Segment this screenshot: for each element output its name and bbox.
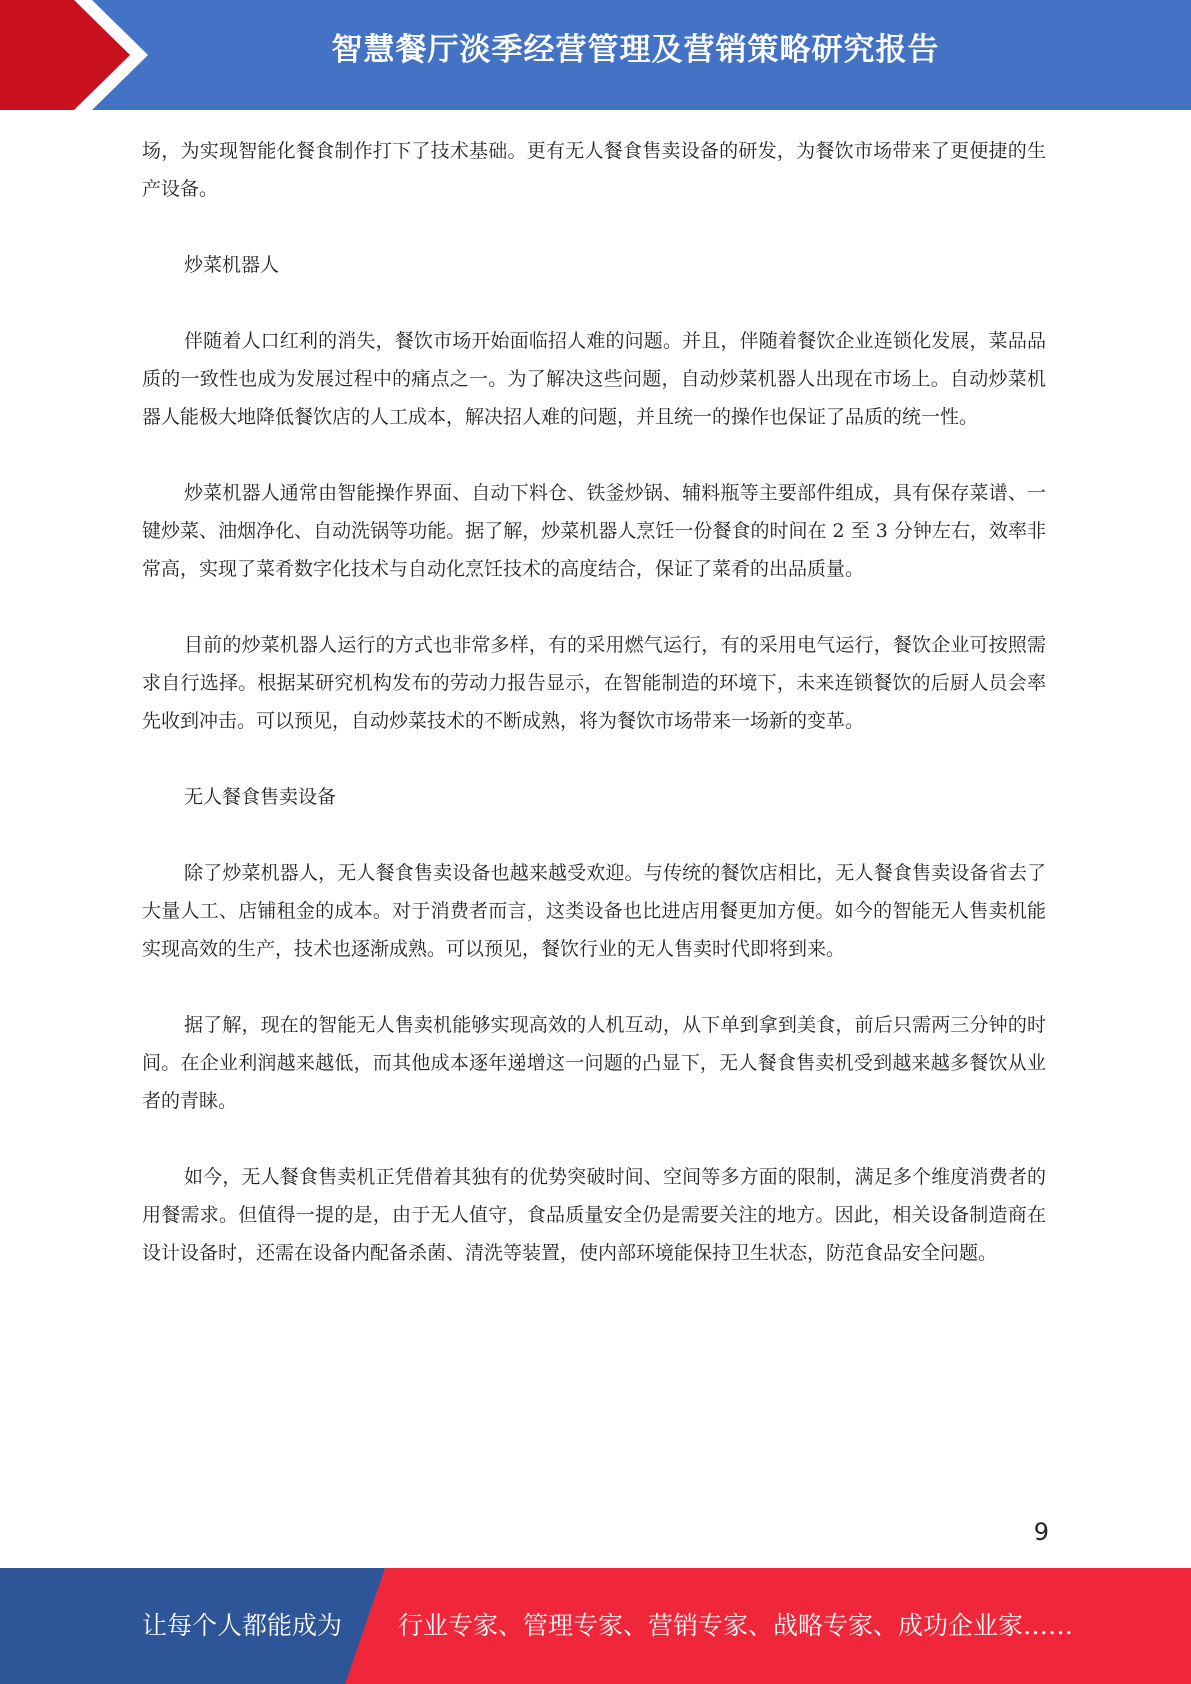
report-title: 智慧餐厅淡季经营管理及营销策略研究报告 xyxy=(331,32,940,68)
section-heading-vending-equipment: 无人餐食售卖设备 xyxy=(184,786,337,808)
paragraph: 除了炒菜机器人，无人餐食售卖设备也越来越受欢迎。与传统的餐饮店相比，无人餐食售卖设备省去了大量人工、店铺租金的成本。对于消费者而言，这类设备也比进店用餐更加方便。如今的智能无人售卖机能实现高效的生产，技术也逐渐成熟。可以预见，餐饮行业的无人售卖时代即将到来。 xyxy=(142,862,1046,960)
footer-roles: 行业专家、管理专家、营销专家、战略专家、成功企业家…… xyxy=(398,1611,1074,1640)
header-chevron-accent xyxy=(0,0,160,110)
paragraph: 如今，无人餐食售卖机正凭借着其独有的优势突破时间、空间等多方面的限制，满足多个维度消费者的用餐需求。但值得一提的是，由于无人值守，食品质量安全仍是需要关注的地方。因此，相关设备制造商在设计设备时，还需在设备内配备杀菌、清洗等装置，使内部环境能保持卫生状态，防范食品安全问题。 xyxy=(142,1166,1046,1264)
paragraph: 目前的炒菜机器人运行的方式也非常多样，有的采用燃气运行，有的采用电气运行，餐饮企业可按照需求自行选择。根据某研究机构发布的劳动力报告显示，在智能制造的环境下，未来连锁餐饮的后厨人员会率先收到冲击。可以预见，自动炒菜技术的不断成熟，将为餐饮市场带来一场新的变革。 xyxy=(142,634,1046,732)
paragraph-continuation: 场，为实现智能化餐食制作打下了技术基础。更有无人餐食售卖设备的研发，为餐饮市场带来了更便捷的生产设备。 xyxy=(142,140,1046,200)
body-content xyxy=(142,132,1046,1310)
page-number: 9 xyxy=(1033,1518,1049,1546)
paragraph: 据了解，现在的智能无人售卖机能够实现高效的人机互动，从下单到拿到美食，前后只需两三分钟的时间。在企业利润越来越低，而其他成本逐年递增这一问题的凸显下，无人餐食售卖机受到越来越多餐饮从业者的青睐。 xyxy=(142,1014,1046,1112)
paragraph: 伴随着人口红利的消失，餐饮市场开始面临招人难的问题。并且，伴随着餐饮企业连锁化发展，菜品品质的一致性也成为发展过程中的痛点之一。为了解决这些问题，自动炒菜机器人出现在市场上。自动炒菜机器人能极大地降低餐饮店的人工成本，解决招人难的问题，并且统一的操作也保证了品质的统一性。 xyxy=(142,330,1046,428)
footer-banner xyxy=(0,1568,1191,1684)
header-banner xyxy=(0,0,1191,110)
footer-slogan: 让每个人都能成为 xyxy=(142,1611,343,1640)
paragraph: 炒菜机器人通常由智能操作界面、自动下料仓、铁釜炒锅、辅料瓶等主要部件组成，具有保存菜谱、一键炒菜、油烟净化、自动洗锅等功能。据了解，炒菜机器人烹饪一份餐食的时间在 2 至 3 分钟左右，效率非常高，实现了菜肴数字化技术与自动化烹饪技术的高度结合，保证了菜肴的出品质量。 xyxy=(142,482,1046,580)
section-heading-cooking-robot: 炒菜机器人 xyxy=(184,254,280,276)
